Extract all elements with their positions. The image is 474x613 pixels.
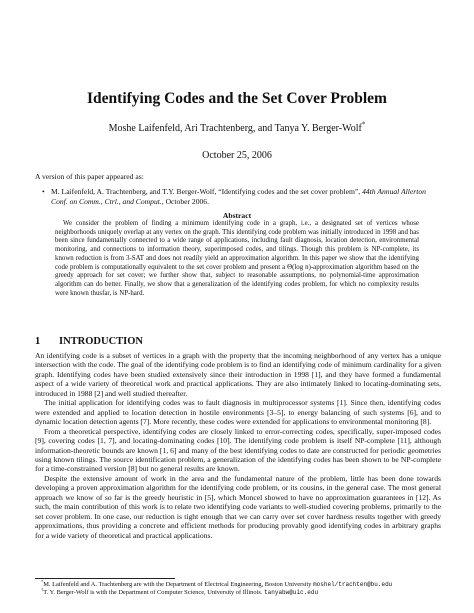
footnote <box>35 578 441 589</box>
citation-authors-title: M. Laifenfeld, A. Trachtenberg, and T.Y. Berger-Wolf, “Identifying codes and the set cover problem”, <box>51 187 361 196</box>
footnote-text: M. Laifenfeld and A. Trachtenberg are with the Department of Electrical Engineering, Boston University <box>43 581 312 588</box>
paragraph: Despite the extensive amount of work in the area and the fundamental nature of the problem, little has been done towards developing a proven approximation algorithm for the identifying code problem, or its cousins, in the general case. The most general approach we know of so far is the greedy heuristic in [5], which Moncel showed to have no approximation guarantees in [12]. As such, the main contribution of this work is to relate two identifying code variants to well-studied covering problems, primarily to the set cover problem. In one case, our reduction is tight enough that we can carry over set cover hardness results together with greedy approximations, thus providing a concrete and efficient methods for producing provably good identifying codes in arbitrary graphs for a wide variety of theoretical and practical applications. <box>35 473 441 540</box>
paragraph: The initial application for identifying codes was to fault diagnosis in multiprocessor systems [1]. Since then, identifying codes were extended and applied to location detection in hostile environments [3–5], to energy balancing of such systems [6], and to dynamic location detection agents [7]. More recently, these codes were extended for applications to environmental monitoring [8]. <box>35 398 441 427</box>
section-heading <box>35 335 441 348</box>
footnote <box>35 586 441 597</box>
citation-date: , October 2006. <box>161 196 210 206</box>
section-number: 1 <box>35 336 41 347</box>
citation-text <box>42 187 440 206</box>
abstract-heading: Abstract <box>222 211 252 220</box>
authors-names: Moshe Laifenfeld, Ari Trachtenberg, and Tanya Y. Berger-Wolf <box>108 123 362 134</box>
footnote-text: T. Y. Berger-Wolf is with the Department of Computer Science, University of Illinois. <box>43 589 263 596</box>
paragraph: From a theoretical perspective, identifying codes are closely linked to error-correcting codes, specifically, super-imposed codes [9], covering codes [1, 7], and locating-dominating codes [10]. The identifying code problem is itself NP-complete [11], although information-theoretic bounds are known [1, 6] and many of the best identifying codes to date are constructed for periodic geometries using known tilings. The source identification problem, a generalization of the identifying codes has been shown to be NP-complete for a time-constrained version [8] but no general results are known. <box>35 426 441 474</box>
paper-date: October 25, 2006 <box>202 150 272 161</box>
introduction-body <box>35 351 441 540</box>
footnote-email: tanyabw@uic.edu <box>264 589 319 596</box>
authors-footnote-mark: * <box>361 120 366 129</box>
section-title: INTRODUCTION <box>59 336 144 347</box>
footnotes <box>35 578 441 597</box>
abstract-body: We consider the problem of finding a minimum identifying code in a graph, i.e., a designated set of vertices whose neighborhoods uniquely overlap at any vertex on the graph. This identifying code problem was initially introduced in 1998 and has been since fundamentally connected to a wide range of applications, including fault diagnosis, location detection, environmental monitoring, and connections to information theory, superimposed codes, and tilings. Though this problem is NP-complete, its known reduction is from 3-SAT and does not readily yield an approximation algorithm. In this paper we show that the identifying code problem is computationally equivalent to the set cover problem and present a Θ(log n)-approximation algorithm based on the greedy approach for set cover; we further show that, subject to reasonable assumptions, no polynomial-time approximation algorithm can do better. Finally, we show that a generalization of the identifying codes problem, for which no complexity results were known thusfar, is NP-hard. <box>55 220 419 297</box>
footnote-email: moshel/trachten@bu.edu <box>313 581 393 588</box>
footnote-mark: † <box>41 586 44 592</box>
paper-authors <box>0 120 474 135</box>
paragraph: An identifying code is a subset of vertices in a graph with the property that the incoming neighborhood of any vertex has a unique intersection with the code. The goal of the identifying code problem is to find an identifying code of minimum cardinality for a given graph. Identifying codes have been studied extensively since their introduction in 1998 [1], and they have formed a fundamental aspect of a wide variety of theoretical work and practical applications. They are also intimately linked to locating-dominating sets, introduced in 1988 [2] and well studied thereafter. <box>35 351 441 398</box>
footnote-mark: * <box>41 578 44 584</box>
citation-item <box>42 187 440 206</box>
appeared-label: A version of this paper appeared as: <box>35 172 144 181</box>
citation-venue: 44th Annual Allerton Conf. on Comm., Ctrl., and Comput. <box>51 187 426 206</box>
bullet-icon: • <box>42 187 45 196</box>
footnote-rule <box>35 578 175 579</box>
paper-title: Identifying Codes and the Set Cover Problem <box>87 90 387 107</box>
